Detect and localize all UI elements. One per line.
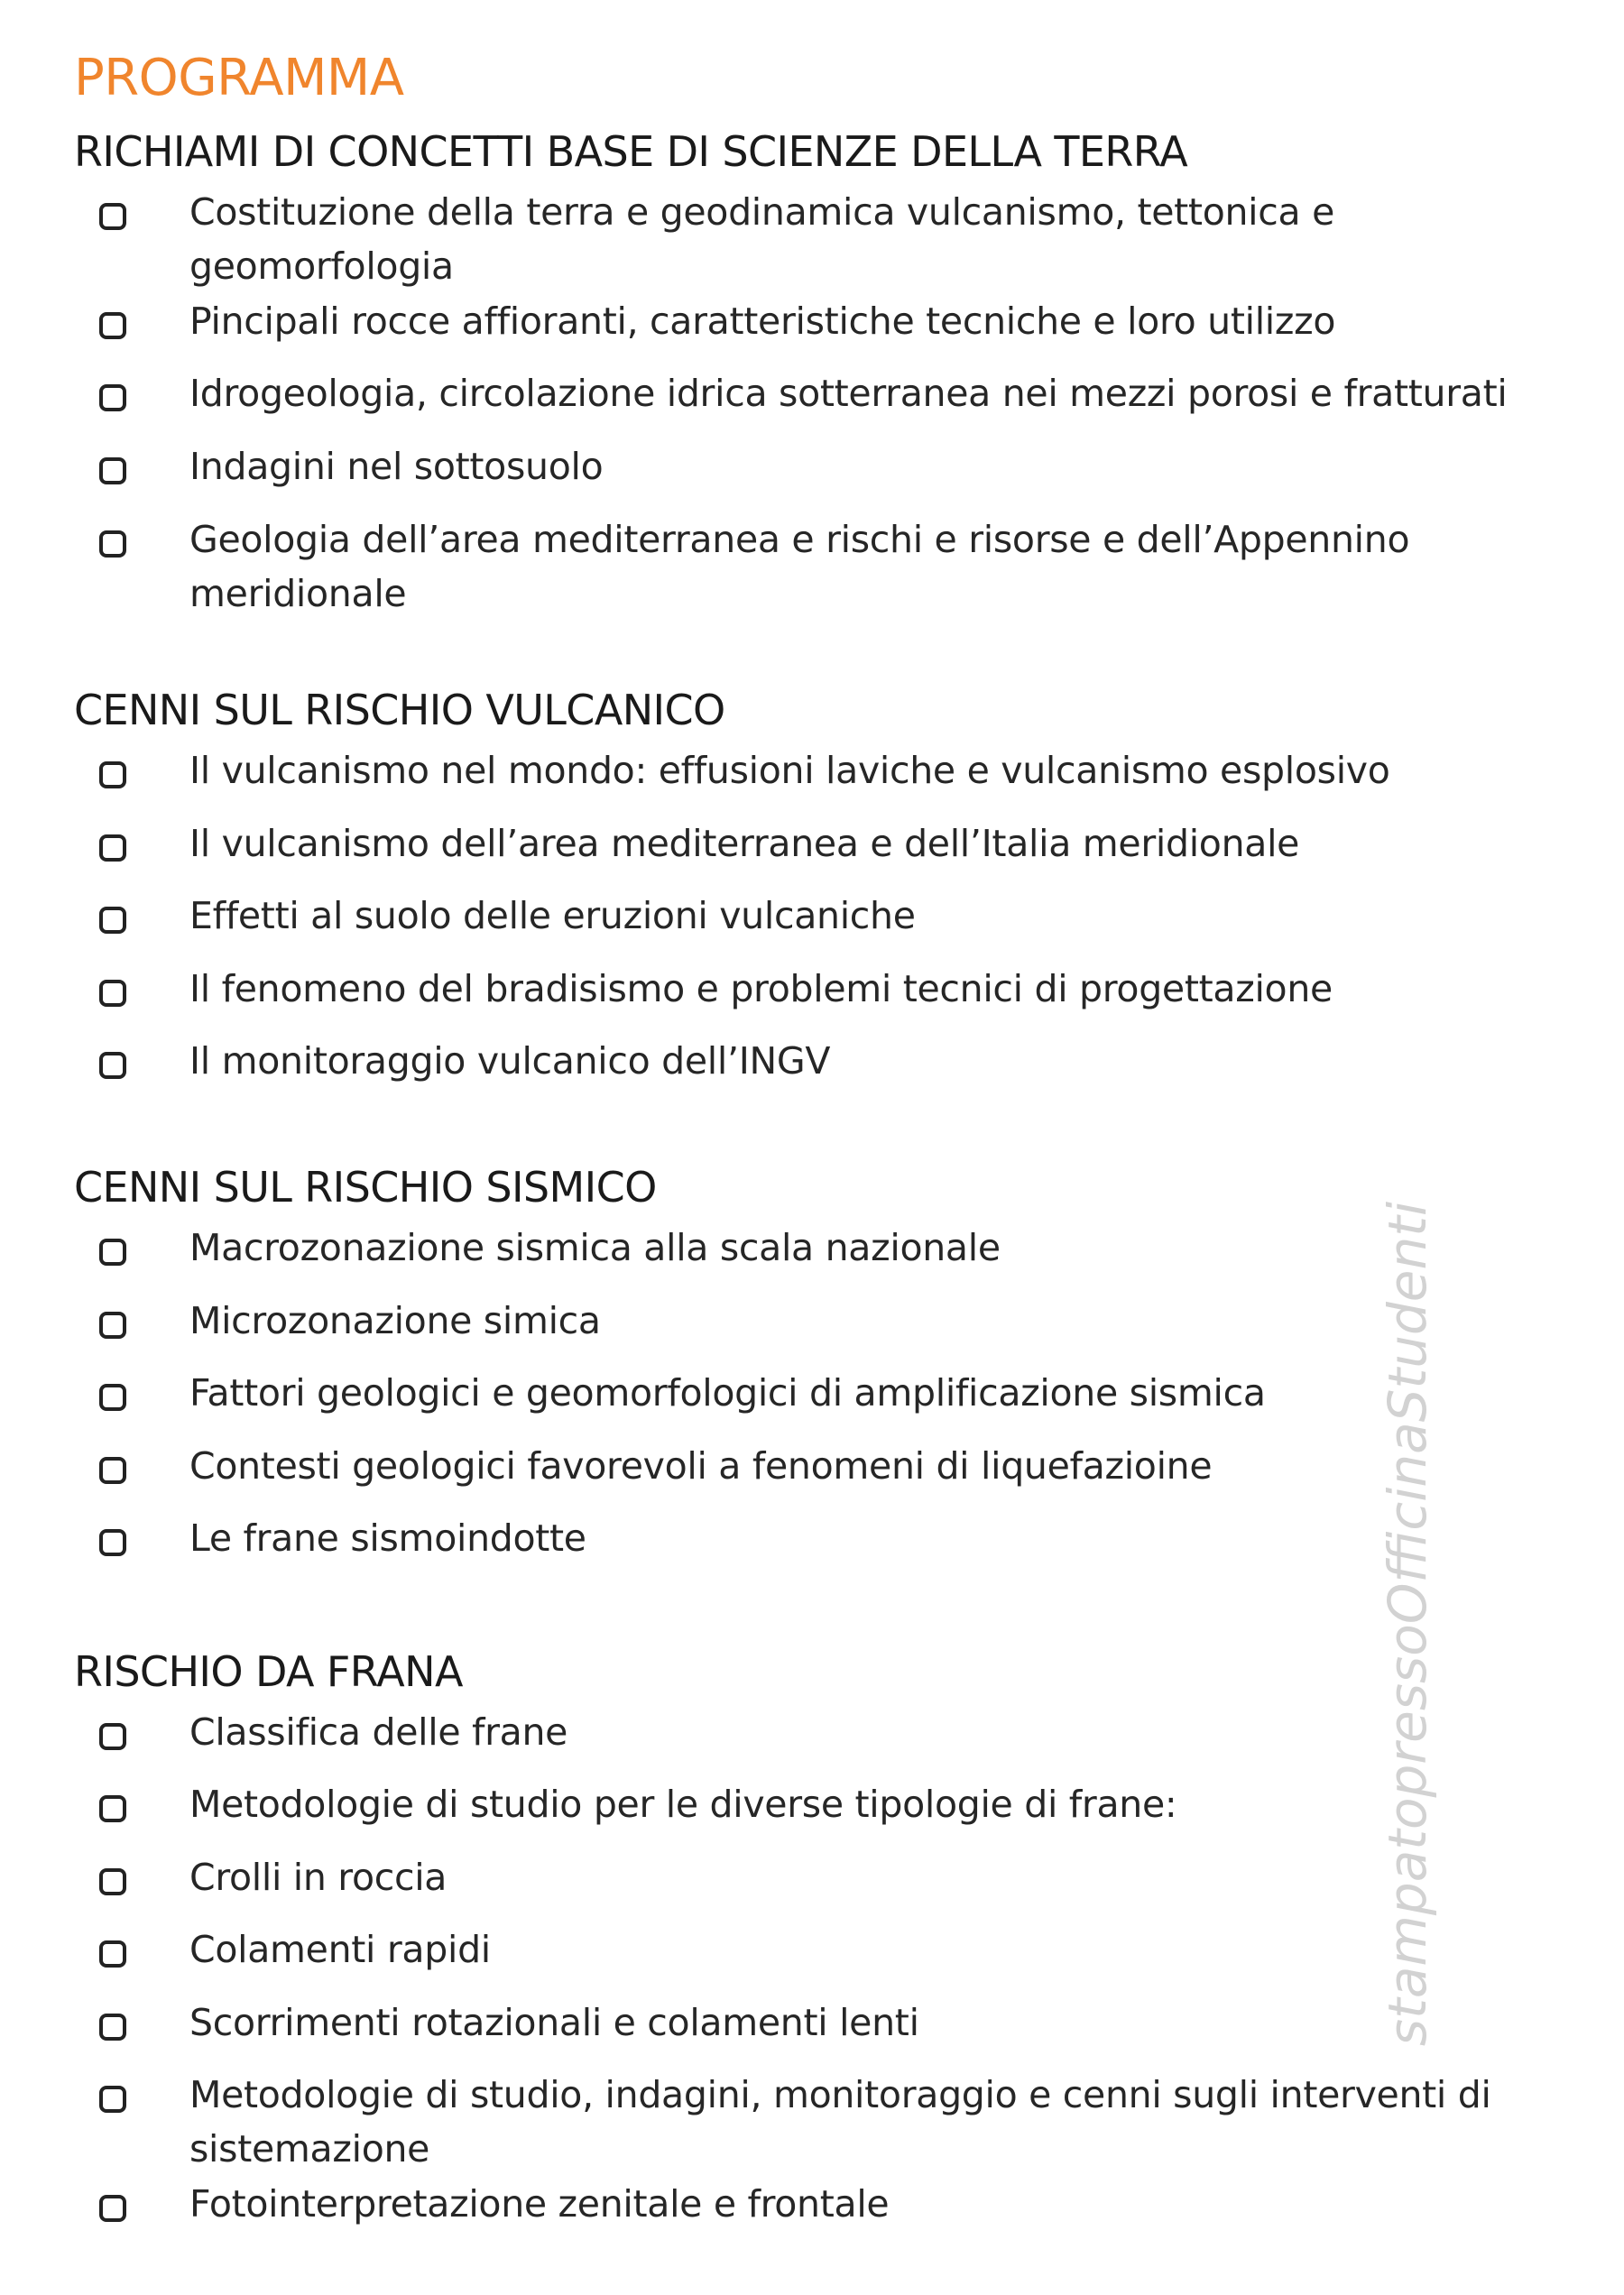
checkbox-icon[interactable]	[99, 312, 126, 339]
checkbox-icon[interactable]	[99, 384, 126, 411]
checkbox-icon[interactable]	[99, 1312, 126, 1339]
section-heading: CENNI SUL RISCHIO SISMICO	[74, 1163, 657, 1212]
checkbox-icon[interactable]	[99, 1795, 126, 1822]
checkbox-icon[interactable]	[99, 834, 126, 862]
list-item-text: Classifica delle frane	[189, 1710, 568, 1754]
list-item-text: Contesti geologici favorevoli a fenomeni di liquefazioine	[189, 1444, 1213, 1488]
list-item-text: Idrogeologia, circolazione idrica sotterranea nei mezzi porosi e fratturati	[189, 372, 1508, 415]
checkbox-icon[interactable]	[99, 1052, 126, 1079]
section-heading: CENNI SUL RISCHIO VULCANICO	[74, 686, 725, 734]
list-item-text: Il vulcanismo dell’area mediterranea e dell’Italia meridionale	[189, 822, 1300, 865]
checkbox-icon[interactable]	[99, 1868, 126, 1895]
watermark-text: stampatopressoOfficinaStudenti	[1377, 1201, 1438, 2047]
checkbox-icon[interactable]	[99, 907, 126, 934]
list-item-text: Metodologie di studio, indagini, monitoraggio e cenni sugli interventi di sistemazione	[189, 2073, 1491, 2171]
checkbox-icon[interactable]	[99, 2195, 126, 2222]
list-item-text: Il monitoraggio vulcanico dell’INGV	[189, 1039, 831, 1083]
list-item-text: Indagini nel sottosuolo	[189, 445, 604, 488]
list-item-text: Le frane sismoindotte	[189, 1516, 586, 1560]
checkbox-icon[interactable]	[99, 1723, 126, 1750]
list-item-text: Scorrimenti rotazionali e colamenti lenti	[189, 2001, 919, 2044]
checkbox-icon[interactable]	[99, 530, 126, 558]
checkbox-icon[interactable]	[99, 2014, 126, 2041]
list-item-text: Effetti al suolo delle eruzioni vulcaniche	[189, 894, 916, 937]
list-item-text: Metodologie di studio per le diverse tipologie di frane:	[189, 1783, 1177, 1826]
list-item-text: Il vulcanismo nel mondo: effusioni laviche e vulcanismo esplosivo	[189, 749, 1390, 792]
section-heading: RICHIAMI DI CONCETTI BASE DI SCIENZE DELLA TERRA	[74, 127, 1188, 176]
list-item-text: Pincipali rocce affioranti, caratteristiche tecniche e loro utilizzo	[189, 300, 1336, 343]
list-item-text: Fotointerpretazione zenitale e frontale	[189, 2182, 890, 2226]
checkbox-icon[interactable]	[99, 761, 126, 788]
list-item-text: Geologia dell’area mediterranea e rischi e risorse e dell’Appennino meridionale	[189, 518, 1410, 615]
checkbox-icon[interactable]	[99, 1384, 126, 1411]
checkbox-icon[interactable]	[99, 203, 126, 230]
page-title: PROGRAMMA	[74, 49, 404, 107]
list-item-text: Microzonazione simica	[189, 1299, 601, 1342]
list-item-text: Costituzione della terra e geodinamica vulcanismo, tettonica e geomorfologia	[189, 190, 1334, 288]
list-item-text: Il fenomeno del bradisismo e problemi tecnici di progettazione	[189, 967, 1333, 1010]
checkbox-icon[interactable]	[99, 1457, 126, 1484]
list-item-text: Colamenti rapidi	[189, 1928, 491, 1971]
list-item-text: Crolli in roccia	[189, 1856, 448, 1899]
checkbox-icon[interactable]	[99, 980, 126, 1007]
checkbox-icon[interactable]	[99, 1940, 126, 1968]
list-item-text: Fattori geologici e geomorfologici di amplificazione sismica	[189, 1371, 1266, 1415]
list-item-text: Macrozonazione sismica alla scala nazionale	[189, 1226, 1001, 1269]
checkbox-icon[interactable]	[99, 2086, 126, 2113]
checkbox-icon[interactable]	[99, 1239, 126, 1266]
checkbox-icon[interactable]	[99, 1529, 126, 1556]
section-heading: RISCHIO DA FRANA	[74, 1647, 463, 1696]
checkbox-icon[interactable]	[99, 457, 126, 484]
